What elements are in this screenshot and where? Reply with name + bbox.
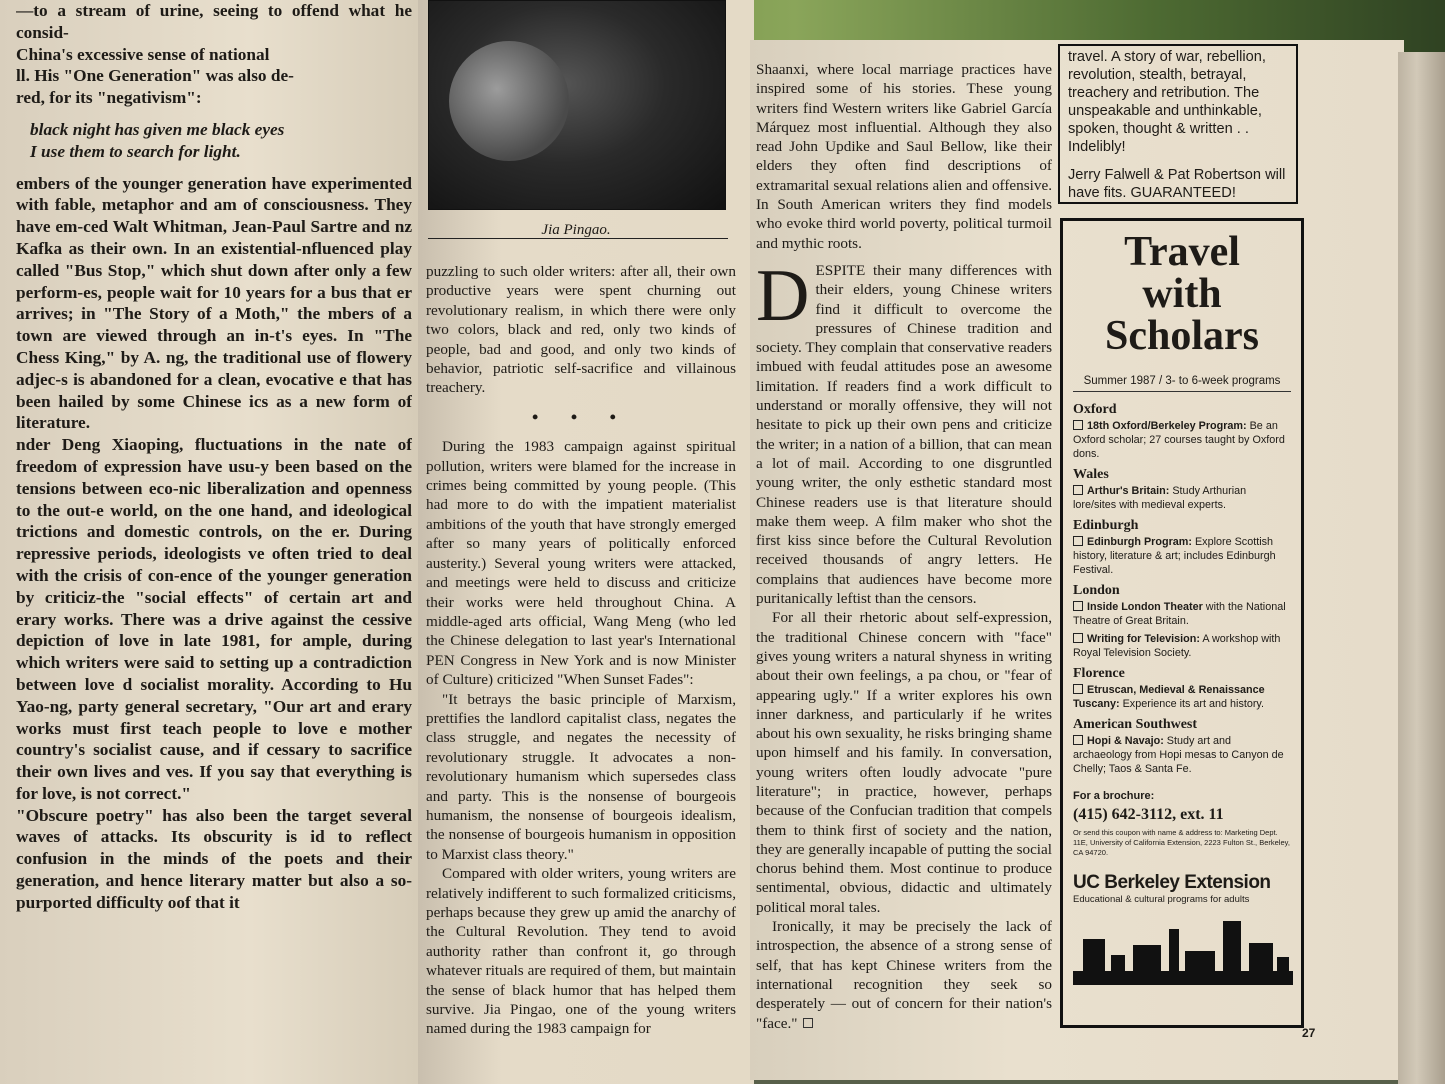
program-item	[1073, 632, 1291, 660]
program-desc: Study Arthurian lore/sites with medieval experts.	[1073, 485, 1247, 511]
city-oxford: Oxford	[1073, 402, 1117, 417]
middle-column	[426, 262, 736, 1039]
ad-title	[1073, 231, 1291, 357]
left-page	[0, 0, 418, 1084]
checkbox-icon[interactable]	[1073, 601, 1083, 611]
checkbox-icon[interactable]	[1073, 485, 1083, 495]
ad-title-line-2: with	[1142, 271, 1222, 317]
book-ad-text: travel. A story of war, rebellion, revolution, stealth, betrayal, treachery and retribution. The unspeakable and unthinkable, spoken, thought & written . . Indelibly!	[1068, 49, 1266, 155]
ad-section-wales	[1073, 467, 1291, 512]
city-florence: Florence	[1073, 666, 1125, 681]
checkbox-icon[interactable]	[1073, 735, 1083, 745]
program-item	[1073, 535, 1291, 577]
poem-line-1: black night has given me black eyes	[30, 119, 285, 139]
caption-rule	[428, 238, 728, 239]
city-london: London	[1073, 583, 1120, 598]
ad-title-line-3: Scholars	[1104, 313, 1259, 359]
left-paragraph-2: nder Deng Xiaoping, fluctuations in the nate of freedom of expression have usu-y been based on the tensions between eco-nic liberalization and openness to the out-e world, on the one hand, and ideological trictions and domestic controls, on the er. During repressive periods, ideologists ve often tried to deal with the crisis of con-ence of the younger generation by criticiz-the "social effects" of certain art and erary works. There was a drive against the cessive depiction of love in late 1981, for ample, during which writers were said to setting up a contradiction between love d socialist morality. According to Hu Yao-ng, party general secretary, "Our art and erary works must first teach people to love e mother country's socialist cause, and if cessary to sacrifice their own lives and ves. If you say that everything is for love, is not correct."	[16, 435, 412, 803]
photo-caption: Jia Pingao.	[541, 222, 611, 238]
left-line-3: red, for its "negativism":	[16, 88, 202, 108]
page-edge	[1398, 52, 1445, 1084]
checkbox-icon[interactable]	[1073, 684, 1083, 694]
right-paragraph-3: For all their rhetoric about self-expression, the traditional Chinese concern with "face" gives young writers a natural shyness in writing about their own feelings, a pa chou, or "fear of appearing ugly." If a writer explores his own inner darkness, and particularly if he writes about his own sexuality, he risks bringing shame upon himself and his family. In conversation, young writers often loudly advocate "pure literature"; in practice, however, perhaps because of the Confucian tradition that compels them to think first of society and the nation, they are generally incapable of putting the social chorus behind them. Most continue to produce sentimental, obvious, didactic and ultimately political moral tales.	[756, 609, 1052, 916]
program-desc: A workshop with Royal Television Society.	[1073, 633, 1281, 659]
brand-name: UC Berkeley Extension	[1073, 872, 1271, 893]
right-paragraph-2	[756, 254, 1052, 608]
coupon-fine-print: Or send this coupon with name & address to: Marketing Dept. 11E, University of California Extension, 2223 Fulton St., Berkeley, CA 94720.	[1073, 828, 1290, 857]
program-desc: Experience its art and history.	[1119, 698, 1265, 710]
ad-section-oxford	[1073, 402, 1291, 461]
program-name: Edinburgh Program:	[1087, 536, 1192, 548]
program-item	[1073, 484, 1291, 512]
left-paragraph-1: embers of the younger generation have experimented with fable, metaphor and am of consciousness. They have em-ced Walt Whitman, Jean-Paul Sartre and nz Kafka as their own. In an existential-nfluenced play called "Bus Stop," which shut down after only a few perform-es, people wait for 10 years for a bus that er arrives; in "The Story of a Moth," the mbers of a town are viewed through an in-t's eyes. In "The Chess King," by A. ng, the traditional use of flowery adjec-s is abandoned for a clean, evocative e that has been hailed by some Chinese ics as a new form of literature.	[16, 173, 412, 433]
program-name: 18th Oxford/Berkeley Program:	[1087, 420, 1247, 432]
left-paragraph-3: "Obscure poetry" has also been the target several waves of attacks. Its obscurity is id to reflect confusion in the minds of the poets and their generation, and hence literary matter but also a so-purported difficulty oof that it	[16, 805, 412, 912]
middle-paragraph-4: Compared with older writers, young writers are relatively indifferent to such formalized criticisms, perhaps because they grew up amid the anarchy of the Cultural Revolution. They tend to avoid authority rather than confront it, go through whatever rituals are required of them, but maintain the sense of black humor that has helped them survive. Jia Pingao, one of the young writers named during the 1983 campaign for	[426, 865, 736, 1038]
program-name: Arthur's Britain:	[1087, 485, 1170, 497]
right-paragraph-4	[756, 917, 1052, 1033]
middle-paragraph-2: During the 1983 campaign against spiritual pollution, writers were blamed for the increase in crimes being committed by young people. (This had more to do with the impatient materialist ambitions of the youth that have strongly emerged after so many years of politically enforced austerity.) Several young writers were attacked, and meetings were held to discuss and criticize their works were held throughout China. A middle-aged arts official, Wang Meng (who led the Chinese delegation to last year's International PEN Congress in New York and is now Minister of Culture) criticized "When Sunset Fades":	[426, 438, 736, 689]
city-american-southwest: American Southwest	[1073, 717, 1198, 732]
ad-subtitle: Summer 1987 / 3- to 6-week programs	[1073, 375, 1291, 392]
program-desc: with the National Theatre of Great Britain.	[1073, 601, 1286, 627]
program-desc: Explore Scottish history, literature & art; includes Edinburgh Festival.	[1073, 536, 1276, 576]
program-name: Inside London Theater	[1087, 601, 1203, 613]
program-item	[1073, 600, 1291, 628]
travel-ad	[1060, 218, 1304, 1028]
program-name: Etruscan, Medieval & Renaissance Tuscany:	[1073, 684, 1265, 710]
ad-section-edinburgh	[1073, 518, 1291, 577]
drop-lead: ESPITE	[815, 261, 866, 279]
middle-paragraph-1: puzzling to such older writers: after all, their own productive years were spent churning out revolutionary realism, in which there were only two colors, black and red, only two kinds of people, bad and good, and only two kinds of behavior, patriotic self-sacrifice and villainous treachery.	[426, 263, 736, 397]
book-ad	[1058, 44, 1298, 204]
program-item	[1073, 734, 1291, 776]
brochure-label: For a brochure:	[1073, 790, 1155, 802]
left-line-2: ll. His "One Generation" was also de-	[16, 66, 294, 86]
program-desc: Be an Oxford scholar; 27 courses taught by Oxford dons.	[1073, 420, 1285, 460]
page-number: 27	[1302, 1026, 1316, 1040]
book-ad-tagline: Jerry Falwell & Pat Robertson will have fits. GUARANTEED!	[1068, 167, 1286, 201]
city-wales: Wales	[1073, 467, 1109, 482]
left-fragment-top: —to a stream of urine, seeing to offend what he consid-	[16, 1, 412, 42]
program-name: Hopi & Navajo:	[1087, 735, 1164, 747]
ad-section-florence	[1073, 666, 1291, 711]
checkbox-icon[interactable]	[1073, 536, 1083, 546]
end-mark-icon	[803, 1018, 813, 1028]
ad-section-southwest	[1073, 717, 1291, 776]
poem-line-2: I use them to search for light.	[30, 141, 241, 161]
program-name: Writing for Television:	[1087, 633, 1200, 645]
right-paragraph-1: Shaanxi, where local marriage practices have inspired some of his stories. These young writers find Western writers like Gabriel García Márquez most influential. Although they also read John Updike and Saul Bellow, like their elders they often find descriptions of extramarital sexual relations alien and offensive. In South American writers they find models who evoke third world poverty, political turmoil and mythic roots.	[756, 61, 1052, 252]
phone-number: (415) 642-3112, ext. 11	[1073, 806, 1224, 823]
right-column	[756, 60, 1052, 1033]
drop-cap: D	[756, 254, 810, 337]
section-separator: • • •	[532, 406, 630, 427]
program-item	[1073, 419, 1291, 461]
photo-figure	[449, 41, 569, 161]
checkbox-icon[interactable]	[1073, 633, 1083, 643]
campus-skyline-icon	[1073, 915, 1293, 985]
checkbox-icon[interactable]	[1073, 420, 1083, 430]
brand-tagline: Educational & cultural programs for adults	[1073, 894, 1250, 905]
portrait-photo	[428, 0, 726, 210]
middle-paragraph-3: "It betrays the basic principle of Marxism, prettifies the landlord capitalist class, negates the class struggle, and negates the necessity of revolutionary struggle. It advocates a non-revolutionary humanism which supersedes class and party. This is the nonsense of bourgeois humanism, the nonsense of bourgeois idealism, the nonsense of bourgeois humanism in opposition to Marxist class theory."	[426, 690, 736, 863]
ad-section-london	[1073, 583, 1291, 660]
program-item	[1073, 683, 1291, 711]
left-column	[16, 0, 412, 914]
right-paragraph-2-text: their many differences with their elders, young Chinese writers find it difficult to overcome the pressures of Chinese tradition and society. They complain that conservative readers imbued with feudal attitudes pose an awesome limitation. If readers find a work difficult to understand or morally offensive, they will not hesitate to pick up their own pens and criticize the writer; in a nation of a billion, that can mean a lot of mail. According to one disgruntled young writer, the only esthetic standard most Chinese readers use is that literature should make them weep. A film maker who shot the first kiss since before the Cultural Revolution received thousands of angry letters. He complains that audiences have become more puritanically leftist than the censors.	[756, 261, 1052, 608]
left-line-1: China's excessive sense of national	[16, 44, 270, 64]
poem	[30, 119, 412, 163]
ad-title-line-1: Travel	[1124, 229, 1240, 275]
program-desc: Study art and archaeology from Hopi mesas to Canyon de Chelly; Taos & Santa Fe.	[1073, 735, 1284, 775]
city-edinburgh: Edinburgh	[1073, 518, 1139, 533]
right-paragraph-4-text: Ironically, it may be precisely the lack of introspection, the absence of a strong sense of self, that has kept Chinese writers from the international recognition they seek so desperately — out of concern for their nation's "face."	[756, 918, 1052, 1032]
